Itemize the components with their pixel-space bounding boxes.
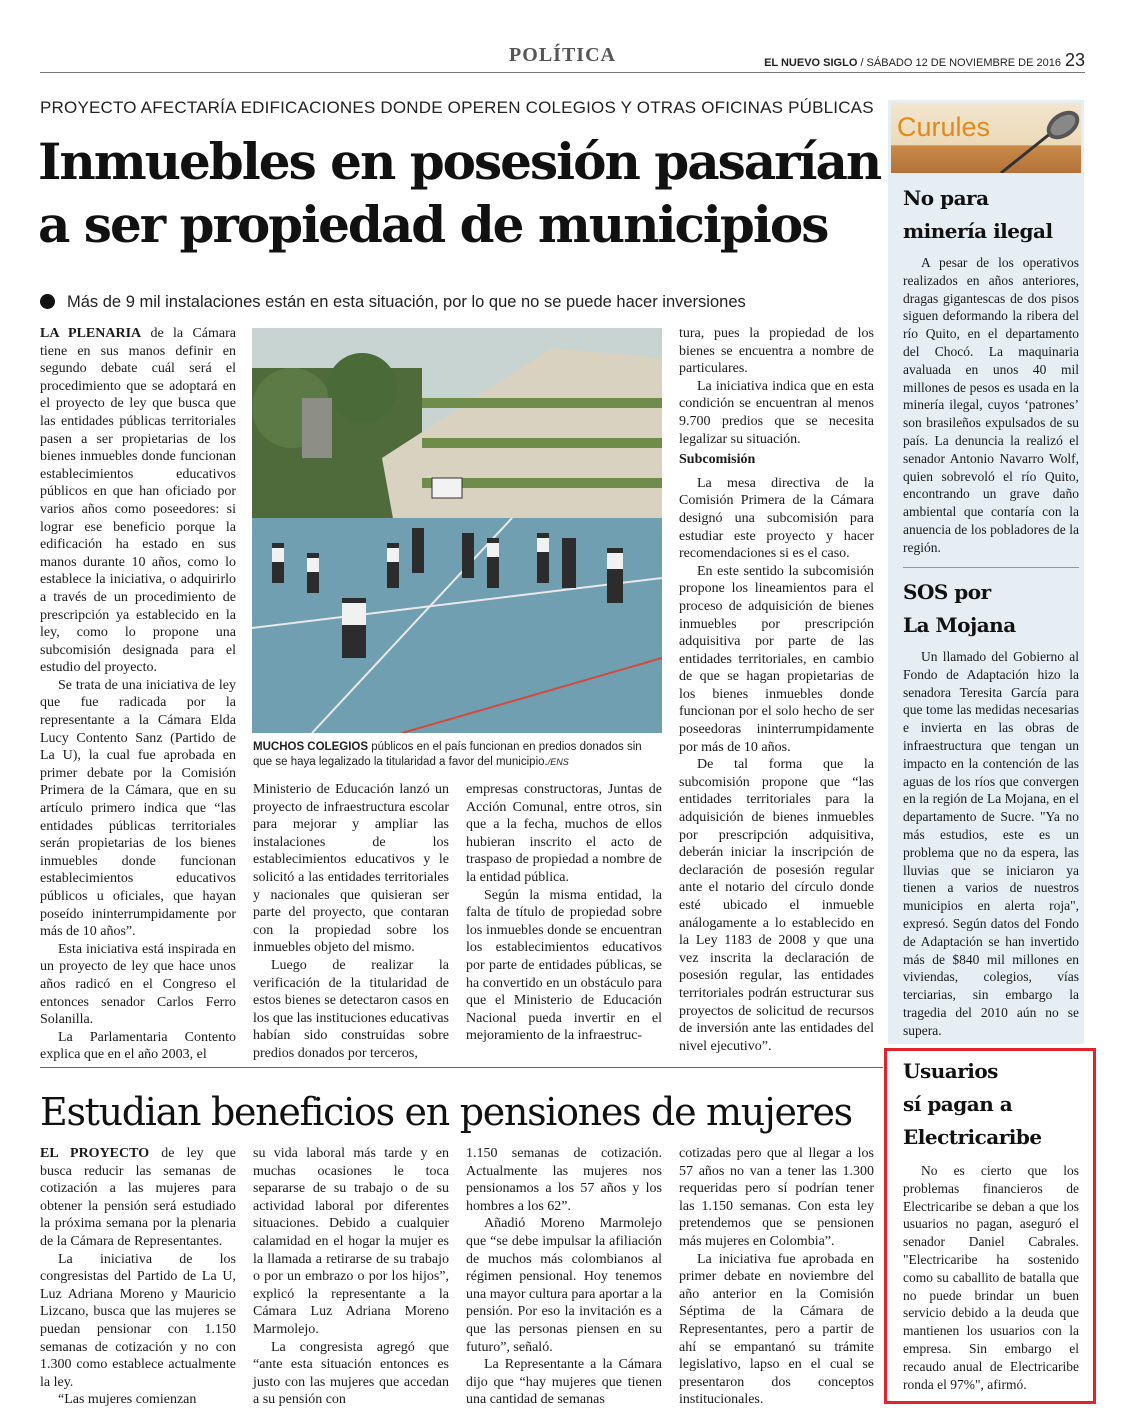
subhead-text: Más de 9 mil instalaciones están en esta situación, por lo que no se puede hacer inversiones [67, 293, 746, 311]
issue-date: / SÁBADO 12 DE NOVIEMBRE DE 2016 [857, 57, 1061, 69]
caption-text: públicos en el país funcionan en predios donados sin que se haya legalizado la titularidad a favor del municipio. [253, 741, 642, 768]
paragraph: Esta iniciativa está inspirada en un proyecto de ley que hace unos años radicó en el Congreso el entonces senador Carlos Ferro Solanilla. [40, 941, 236, 1028]
paragraph [40, 325, 236, 677]
sidebar-item-3 [903, 1055, 1079, 1393]
article2-headline: Estudian beneficios en pensiones de mujeres [40, 1090, 852, 1134]
article-column-3 [466, 781, 662, 1045]
article2-column-1 [40, 1145, 236, 1409]
photo-credit: /ENS [547, 757, 569, 767]
paragraph: La mesa directiva de la Comisión Primera de la Cámara designó una subcomisión para estudiar este proyecto y hacer recomendaciones si es el caso. [679, 475, 874, 562]
heading-line: No para [903, 186, 989, 210]
paragraph [40, 1145, 236, 1251]
sidebar-divider [903, 567, 1079, 568]
paragraph: La congresista agregó que “ante esta situación entonces es justo con las mujeres que accedan a su pensión con [253, 1339, 449, 1408]
article-kicker: PROYECTO AFECTARÍA EDIFICACIONES DONDE OPEREN COLEGIOS Y OTRAS OFICINAS PÚBLICAS [40, 98, 874, 117]
sidebar-item-heading [903, 182, 1079, 248]
paragraph: Se trata de una iniciativa de ley que fue radicada por la representante a la Cámara Elda Lucy Contento Sanz (Partido de La U), la cual fue aprobada en primer debate por la Comisión Primera de la Cámara, que en su artículo primero indica que “las entidades públicas territoriales serán propietarias de los bienes inmuebles donde funcionan establecimientos educativos públicos u oficiales, que hayan poseído ininterrumpidamente por más de 10 años”. [40, 677, 236, 940]
sidebar-item-2 [903, 576, 1079, 1040]
sidebar-item-body [903, 648, 1079, 1040]
paragraph: tura, pues la propiedad de los bienes se encuentra a nombre de particulares. [679, 326, 874, 377]
heading-line: Electricaribe [903, 1125, 1042, 1149]
article2-column-2 [253, 1145, 449, 1409]
paragraph: “Las mujeres comienzan [58, 1392, 197, 1408]
paragraph: Añadió Moreno Marmolejo que “se debe impulsar la afiliación de muchos más colombianos al régimen pensional. Hoy tenemos una mayor cultura para aportar a la pensión. Por eso la invitación es a que las personas piensen en su futuro”, señaló. [466, 1216, 662, 1355]
sidebar-item-body [903, 254, 1079, 557]
paragraph: No es cierto que los problemas financieros de Electricaribe se deban a que los usuarios no pagan, aseguró el senador Daniel Cabrales. "Electricaribe ha sostenido como su caballito de batalla que no puede brindar un buen servicio debido a la deuda que mantienen los usuarios con la empresa. Sin embargo el recaudo anual de Electricaribe ronda el 97%", afirmó. [903, 1163, 1079, 1392]
paragraph: En este sentido la subcomisión propone los lineamientos para el proceso de adquisición de bienes inmuebles por prescripción adquisitiva por parte de las entidades territoriales, en cambio de que se hagan propietarias de los bienes inmuebles donde funcionan por el solo hecho de ser poseedoras ininterrumpidamente por más de 10 años. [679, 563, 874, 755]
headline-line-2: a ser propiedad de municipios [38, 195, 828, 254]
sidebar-item-1 [903, 182, 1079, 557]
caption-lead: MUCHOS COLEGIOS [253, 741, 369, 753]
lead-in: EL PROYECTO [40, 1146, 150, 1161]
paragraph: Un llamado del Gobierno al Fondo de Adaptación hizo la senadora Teresita García para que tome las medidas necesarias e invierta en las obras de infraestructura que tengan un impacto en la contención de las aguas de los ríos que convergen en la región de La Mojana, en el departamento de Sucre. "Ya no más estudios, este es un problema que no da espera, las lluvias que se iniciaron ya tienen a varios de nuestros municipios en alerta roja", expresó. Según datos del Fondo de Adaptación se han invertido más de $840 mil millones en viviendas, colegios, vías terciarias, sin embargo la tragedia del 2010 aún no se supera. [903, 649, 1079, 1038]
paragraph: La iniciativa indica que en esta condición se encuentran al menos 9.700 predios que se necesita legalizar su situación. [679, 378, 874, 447]
heading-line: SOS por [903, 580, 991, 604]
heading-line: Usuarios [903, 1059, 998, 1083]
article-column-1 [40, 325, 236, 1064]
article-photo [252, 328, 662, 733]
paragraph: empresas constructoras, Juntas de Acción Comunal, entre otros, sin que a la fecha, muchos de ellos hubieran inscrito el acto de traspaso de propiedad a nombre de la entidad pública. [466, 782, 662, 885]
paragraph: 1.150 semanas de cotización. Actualmente las mujeres nos pensionamos a los 57 años y los hombres a los 62”. [466, 1146, 662, 1214]
sidebar-item-body [903, 1162, 1079, 1393]
paragraph: Ministerio de Educación lanzó un proyecto de infraestructura escolar para mejorar y ampliar las instalaciones de los establecimientos educativos y le solicitó a las entidades territoriales y nacionales que quisieran ser parte del proyecto, que contaran con la propiedad sobre los inmuebles objeto del mismo. [253, 782, 449, 956]
heading-line: minería ilegal [903, 219, 1053, 243]
paragraph-text: de la Cámara tiene en sus manos definir en segundo debate cuál será el procedimiento que se adoptará en el proyecto de ley que busca que las entidades públicas territoriales pasen a ser propietarias de los bienes inmuebles donde funcionan establecimientos educativos públicos en que han oficiado por varios años como poseedores: si lograr ese beneficio porque la edificación ha estado en sus manos durante 10 años, como lo establece la iniciativa, o adquirirlo a través de un procedimiento de prescripción ya establecido en la ley, como lo propone una subcomisión designada para el estudio del proyecto. [40, 326, 236, 676]
paragraph: Luego de realizar la verificación de la titularidad de estos bienes se detectaron casos en los que las instituciones educativas habían sido construidas sobre predios donados por terceros, [253, 957, 449, 1061]
headline-line-1: Inmuebles en posesión pasarían [38, 132, 881, 191]
page-info [764, 50, 1085, 71]
paper-name: EL NUEVO SIGLO [764, 57, 858, 69]
article-subhead [40, 293, 880, 312]
article-headline [38, 130, 888, 256]
paragraph: A pesar de los operativos realizados en años anteriores, dragas gigantescas de dos pisos siguen deformando la ribera del río Quito, en el departamento del Chocó. La maquinaria avaluada en unos 40 mil millones de pesos es usada en la minería ilegal, cuyos ‘patrones’ son brasileños expulsados de su país. La denuncia la realizó el senador Antonio Navarro Wolf, quien sobrevoló el río Quito, encontrando un grave daño ambiental que contaría con la anuencia de los pobladores de la región. [903, 255, 1079, 555]
sidebar-title: Curules [897, 112, 991, 142]
article2-column-3 [466, 1145, 662, 1409]
article-column-4 [679, 325, 874, 1055]
section-subheading: Subcomisión [679, 452, 756, 468]
heading-line: La Mojana [903, 613, 1016, 637]
paragraph: La iniciativa de los congresistas del Partido de La U, Luz Adriana Moreno y Mauricio Lizcano, busca que las mujeres se puedan pensionar con 1.150 semanas de cotización y no con 1.300 como establece actualmente la ley. [40, 1251, 236, 1390]
photo-caption [253, 740, 663, 770]
paragraph: su vida laboral más tarde y en muchas ocasiones le toca separarse de su trabajo o de su actividad laboral por diferentes situaciones. Debido a cualquier calamidad en el hogar la mujer es la llamada a retirarse de su trabajo o por un embrazo o por los hijos”, explicó la representante a la Cámara Luz Adriana Moreno Marmolejo. [253, 1146, 449, 1337]
header-rule [40, 72, 1085, 73]
bullet-icon [40, 294, 55, 309]
lead-in: LA PLENARIA [40, 326, 142, 341]
section-title: POLÍTICA [509, 44, 616, 66]
paragraph: La Representante a la Cámara dijo que “hay mujeres que tienen una cantidad de semanas [466, 1357, 662, 1408]
article2-column-4 [679, 1145, 874, 1409]
article-separator [40, 1067, 883, 1068]
school-photo [252, 328, 662, 733]
paragraph: De tal forma que la subcomisión propone que “las entidades territoriales para la adquisición de bienes inmuebles por prescripción adquisitiva, deberán iniciar la inscripción de declaración de posesión regular ante el notario del círculo donde esté ubicado el inmueble análogamente a lo establecido en la Ley 1183 de 2008 y que una vez inscrita la declaración de posesión regular, las entidades territoriales podrán estructurar sus proyectos de solicitud de recursos de inversión ante las entidades del nivel ejecutivo”. [679, 757, 874, 1054]
page-number: 23 [1064, 50, 1085, 70]
sidebar-item-heading [903, 1055, 1079, 1154]
article-column-2 [253, 781, 449, 1063]
paragraph-text: de ley que busca reducir las semanas de cotización a las mujeres para obtener la pensión será estudiado la próxima semana por la plenaria de la Cámara de Representantes. [40, 1146, 236, 1249]
paragraph: La iniciativa fue aprobada en primer debate en noviembre del año anterior en la Comisión Séptima de la Cámara de Representantes, pero a partir de ahí se empantanó su trámite legislativo, lapso en el cual se presentaron dos conceptos institucionales. [679, 1251, 874, 1408]
paragraph: cotizadas pero que al llegar a los 57 años no van a tener las 1.300 requeridas pero sí podrían tener las 1.150 semanas. Con esta ley pretendemos que se pensionen más mujeres en Colombia”. [679, 1146, 874, 1249]
sidebar-item-heading [903, 576, 1079, 642]
paragraph: La Parlamentaria Contento explica que en el año 2003, el [40, 1029, 236, 1063]
heading-line: sí pagan a [903, 1092, 1013, 1116]
paragraph: Según la misma entidad, la falta de título de propiedad sobre los inmuebles donde se encuentran los establecimientos educativos por parte de entidades públicas, se ha convertido en un obstáculo para que el Ministerio de Educación Nacional pueda invertir en el mejoramiento de la infraestruc- [466, 887, 662, 1044]
